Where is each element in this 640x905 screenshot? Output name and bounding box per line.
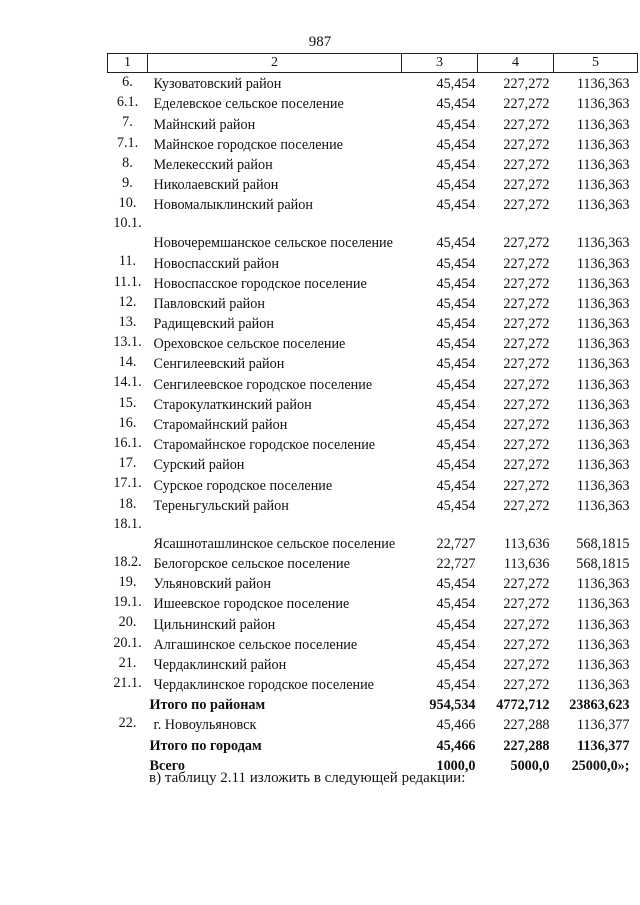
row-number: 22.	[118, 715, 137, 732]
row-value-col4: 227,272	[503, 76, 550, 93]
table-row	[108, 495, 638, 515]
row-value-col5: 1136,363	[576, 376, 630, 393]
row-number: 15.	[118, 394, 137, 411]
row-name: Радищевский район	[153, 316, 274, 333]
table-row	[108, 674, 638, 694]
table-row	[108, 454, 638, 474]
table-row	[108, 313, 638, 333]
row-name: Итого по городам	[149, 737, 262, 754]
row-number: 17.1.	[113, 475, 142, 492]
table-row	[108, 214, 638, 252]
row-value-col5: 1136,363	[576, 576, 630, 593]
row-value-col4: 227,272	[503, 677, 550, 694]
row-number: 19.	[118, 573, 137, 590]
row-value-col5: 568,1815	[576, 555, 630, 572]
row-value-col3: 45,454	[436, 255, 476, 272]
row-name: Сурский район	[153, 457, 245, 474]
row-value-col4: 227,272	[503, 656, 550, 673]
row-value-col5: 1136,363	[576, 197, 630, 214]
row-value-col3: 45,454	[436, 576, 476, 593]
row-value-col4: 227,272	[503, 235, 550, 252]
header-col-4: 4	[478, 54, 554, 73]
row-value-col3: 45,454	[436, 457, 476, 474]
row-number: 12.	[118, 293, 137, 310]
row-value-col3: 45,454	[436, 616, 476, 633]
row-value-col3: 45,454	[436, 677, 476, 694]
row-number: 14.	[118, 354, 137, 371]
row-value-col3: 45,466	[436, 737, 476, 754]
row-value-col3: 45,454	[436, 477, 476, 494]
row-value-col3: 954,534	[429, 697, 476, 714]
row-value-col4: 227,272	[503, 275, 550, 292]
row-number: 17.	[118, 455, 137, 472]
row-name: Кузоватовский район	[153, 76, 282, 93]
row-name: Сурское городское поселение	[153, 477, 333, 494]
row-number	[108, 734, 148, 754]
row-value-col4: 227,272	[503, 636, 550, 653]
row-value-col4: 227,272	[503, 576, 550, 593]
row-value-col3: 45,454	[436, 656, 476, 673]
row-value-col5: 1136,363	[576, 497, 630, 514]
row-value-col5: 1136,363	[576, 136, 630, 153]
row-value-col5: 1136,363	[576, 457, 630, 474]
row-name: Ореховское сельское поселение	[153, 336, 346, 353]
row-value-col3: 45,454	[436, 336, 476, 353]
row-value-col4: 113,636	[503, 535, 550, 552]
row-name: Новоспасский район	[153, 255, 279, 272]
table-row	[108, 73, 638, 94]
table-header-row	[108, 54, 638, 73]
row-name: Новочеремшанское сельское поселение	[153, 235, 393, 252]
row-name: Еделевское сельское поселение	[153, 96, 344, 113]
table-row	[108, 515, 638, 553]
row-value-col5: 568,1815	[576, 535, 630, 552]
row-value-col4: 227,272	[503, 477, 550, 494]
table-row	[108, 434, 638, 454]
row-number: 9.	[122, 174, 133, 191]
row-value-col4: 113,636	[503, 555, 550, 572]
row-value-col4: 227,272	[503, 596, 550, 613]
row-number: 19.1.	[113, 594, 142, 611]
row-value-col5: 23863,623	[569, 697, 630, 714]
row-number	[108, 755, 148, 775]
row-number: 14.1.	[113, 374, 142, 391]
row-value-col4: 227,272	[503, 156, 550, 173]
row-value-col5: 1136,363	[576, 656, 630, 673]
row-number: 18.1.	[113, 515, 142, 532]
row-value-col4: 227,272	[503, 497, 550, 514]
row-value-col5: 1136,363	[576, 677, 630, 694]
row-value-col5: 1136,363	[576, 177, 630, 194]
row-value-col5: 25000,0»;	[571, 757, 630, 774]
row-value-col4: 227,272	[503, 417, 550, 433]
table-row	[108, 654, 638, 674]
table-row	[108, 474, 638, 494]
row-value-col5: 1136,377	[576, 717, 630, 734]
table-row	[108, 573, 638, 593]
row-name: Ишеевское городское поселение	[153, 596, 350, 613]
row-number: 13.1.	[113, 334, 142, 351]
row-value-col5: 1136,363	[576, 636, 630, 653]
row-number: 18.	[118, 495, 137, 512]
table-row	[108, 394, 638, 414]
row-value-col3: 45,454	[436, 116, 476, 133]
row-value-col4: 227,272	[503, 177, 550, 194]
row-name: Белогорское сельское поселение	[153, 555, 350, 572]
header-col-5: 5	[554, 54, 638, 73]
row-value-col4: 4772,712	[496, 697, 550, 714]
row-value-col3: 45,454	[436, 156, 476, 173]
row-number: 16.	[118, 414, 137, 431]
table-row	[108, 252, 638, 272]
row-value-col3: 22,727	[436, 555, 476, 572]
row-value-col5: 1136,363	[576, 477, 630, 494]
row-value-col4: 227,272	[503, 437, 550, 454]
row-number: 8.	[122, 154, 133, 171]
row-name: Новомалыклинский район	[153, 197, 313, 214]
row-value-col4: 227,272	[503, 457, 550, 474]
row-value-col4: 5000,0	[510, 757, 550, 774]
row-name: Павловский район	[153, 295, 265, 312]
row-value-col4: 227,272	[503, 336, 550, 353]
row-value-col5: 1136,363	[576, 336, 630, 353]
row-value-col5: 1136,363	[576, 156, 630, 173]
row-name: Майнский район	[153, 116, 256, 133]
table-row	[108, 634, 638, 654]
row-value-col3: 45,454	[436, 197, 476, 214]
row-value-col3: 45,454	[436, 356, 476, 373]
row-name: Алгашинское сельское поселение	[153, 636, 358, 653]
row-value-col3: 45,454	[436, 437, 476, 454]
row-value-col5: 1136,377	[577, 737, 630, 754]
row-value-col3: 45,454	[436, 275, 476, 292]
table-row	[108, 293, 638, 313]
table-row	[108, 694, 638, 714]
table-row	[108, 273, 638, 293]
table-row	[108, 414, 638, 434]
row-name: Мелекесский район	[153, 156, 273, 173]
row-value-col5: 1136,363	[576, 596, 630, 613]
row-value-col5: 1136,363	[576, 295, 630, 312]
row-name: Цильнинский район	[153, 616, 276, 633]
row-value-col3: 45,466	[436, 717, 476, 734]
table-row	[108, 194, 638, 214]
table-row	[108, 93, 638, 113]
header-col-2: 2	[148, 54, 402, 73]
row-value-col4: 227,272	[503, 116, 550, 133]
row-value-col3: 45,454	[436, 596, 476, 613]
row-value-col4: 227,272	[503, 616, 550, 633]
row-name: Всего	[149, 757, 185, 774]
row-number: 6.	[122, 74, 133, 90]
row-name: Итого по районам	[149, 697, 266, 714]
row-name: Старомайнский район	[153, 417, 288, 433]
row-name: Тереньгульский район	[153, 497, 289, 514]
row-number: 21.1.	[113, 674, 142, 691]
row-number: 11.1.	[113, 273, 142, 290]
row-value-col3: 45,454	[436, 316, 476, 333]
row-value-col5: 1136,363	[576, 235, 630, 252]
table-row	[108, 113, 638, 133]
row-number: 11.	[118, 253, 137, 270]
row-value-col5: 1136,363	[576, 437, 630, 454]
row-value-col4: 227,272	[503, 136, 550, 153]
row-number: 18.2.	[113, 553, 142, 570]
row-value-col4: 227,272	[503, 396, 550, 413]
row-value-col5: 1136,363	[576, 76, 630, 93]
header-col-1: 1	[108, 54, 148, 73]
row-name: Чердаклинское городское поселение	[153, 677, 374, 694]
row-value-col3: 45,454	[436, 636, 476, 653]
footer-instruction: в) таблицу 2.11 изложить в следующей редакции:	[149, 770, 466, 786]
row-value-col5: 1136,363	[576, 616, 630, 633]
row-value-col3: 45,454	[436, 396, 476, 413]
row-value-col3: 1000,0	[436, 757, 476, 774]
row-value-col4: 227,272	[503, 96, 550, 113]
table-row	[108, 593, 638, 613]
page-number: 987	[308, 34, 332, 50]
table-row	[108, 553, 638, 573]
row-number: 16.1.	[113, 435, 142, 451]
row-number: 10.1.	[113, 215, 142, 232]
row-value-col4: 227,272	[503, 255, 550, 272]
table-row	[108, 154, 638, 174]
table-row	[108, 734, 638, 754]
row-name: Старокулаткинский район	[153, 396, 312, 413]
row-name: Ульяновский район	[153, 576, 271, 593]
row-value-col5: 1136,363	[576, 417, 630, 433]
table-row	[108, 174, 638, 194]
row-value-col5: 1136,363	[576, 96, 630, 113]
row-value-col5: 1136,363	[576, 255, 630, 272]
row-number: 7.1.	[116, 134, 139, 151]
row-value-col3: 45,454	[436, 177, 476, 194]
row-value-col4: 227,272	[503, 356, 550, 373]
row-number	[108, 694, 148, 714]
row-number: 10.	[118, 195, 137, 212]
row-value-col5: 1136,363	[576, 316, 630, 333]
row-name: Сенгилеевский район	[153, 356, 285, 373]
table-row	[108, 333, 638, 353]
row-name: Николаевский район	[153, 177, 279, 194]
row-value-col3: 45,454	[436, 497, 476, 514]
header-col-3: 3	[402, 54, 478, 73]
row-value-col5: 1136,363	[576, 275, 630, 292]
row-value-col4: 227,288	[503, 717, 550, 734]
row-value-col3: 45,454	[436, 235, 476, 252]
row-value-col4: 227,272	[503, 295, 550, 312]
row-number: 7.	[122, 114, 133, 131]
row-value-col3: 45,454	[436, 376, 476, 393]
allocation-table	[107, 53, 638, 775]
row-value-col3: 45,454	[436, 76, 476, 93]
row-number: 6.1.	[116, 94, 139, 111]
row-value-col3: 45,454	[436, 295, 476, 312]
row-name: Старомайнское городское поселение	[153, 437, 376, 454]
table-row	[108, 714, 638, 734]
row-name: Чердаклинский район	[153, 656, 287, 673]
row-value-col3: 45,454	[436, 417, 476, 433]
row-value-col4: 227,272	[503, 197, 550, 214]
row-value-col4: 227,272	[503, 376, 550, 393]
row-name: Майнское городское поселение	[153, 136, 343, 153]
row-value-col3: 22,727	[436, 535, 476, 552]
table-row	[108, 613, 638, 633]
row-value-col4: 227,288	[503, 737, 550, 754]
row-value-col5: 1136,363	[576, 116, 630, 133]
row-value-col5: 1136,363	[576, 396, 630, 413]
row-name: Ясашноташлинское сельское поселение	[153, 535, 396, 552]
row-value-col3: 45,454	[436, 96, 476, 113]
row-value-col3: 45,454	[436, 136, 476, 153]
table-row	[108, 134, 638, 154]
row-name: Новоспасское городское поселение	[153, 275, 367, 292]
row-name: г. Новоульяновск	[153, 717, 257, 734]
table-row	[108, 373, 638, 393]
row-number: 13.	[118, 313, 137, 330]
table-row	[108, 353, 638, 373]
row-number: 20.	[118, 614, 137, 631]
row-number: 21.	[118, 654, 137, 671]
row-value-col5: 1136,363	[576, 356, 630, 373]
row-number: 20.1.	[113, 634, 142, 651]
table-body	[108, 73, 638, 775]
row-name: Сенгилеевское городское поселение	[153, 376, 373, 393]
row-value-col4: 227,272	[503, 316, 550, 333]
